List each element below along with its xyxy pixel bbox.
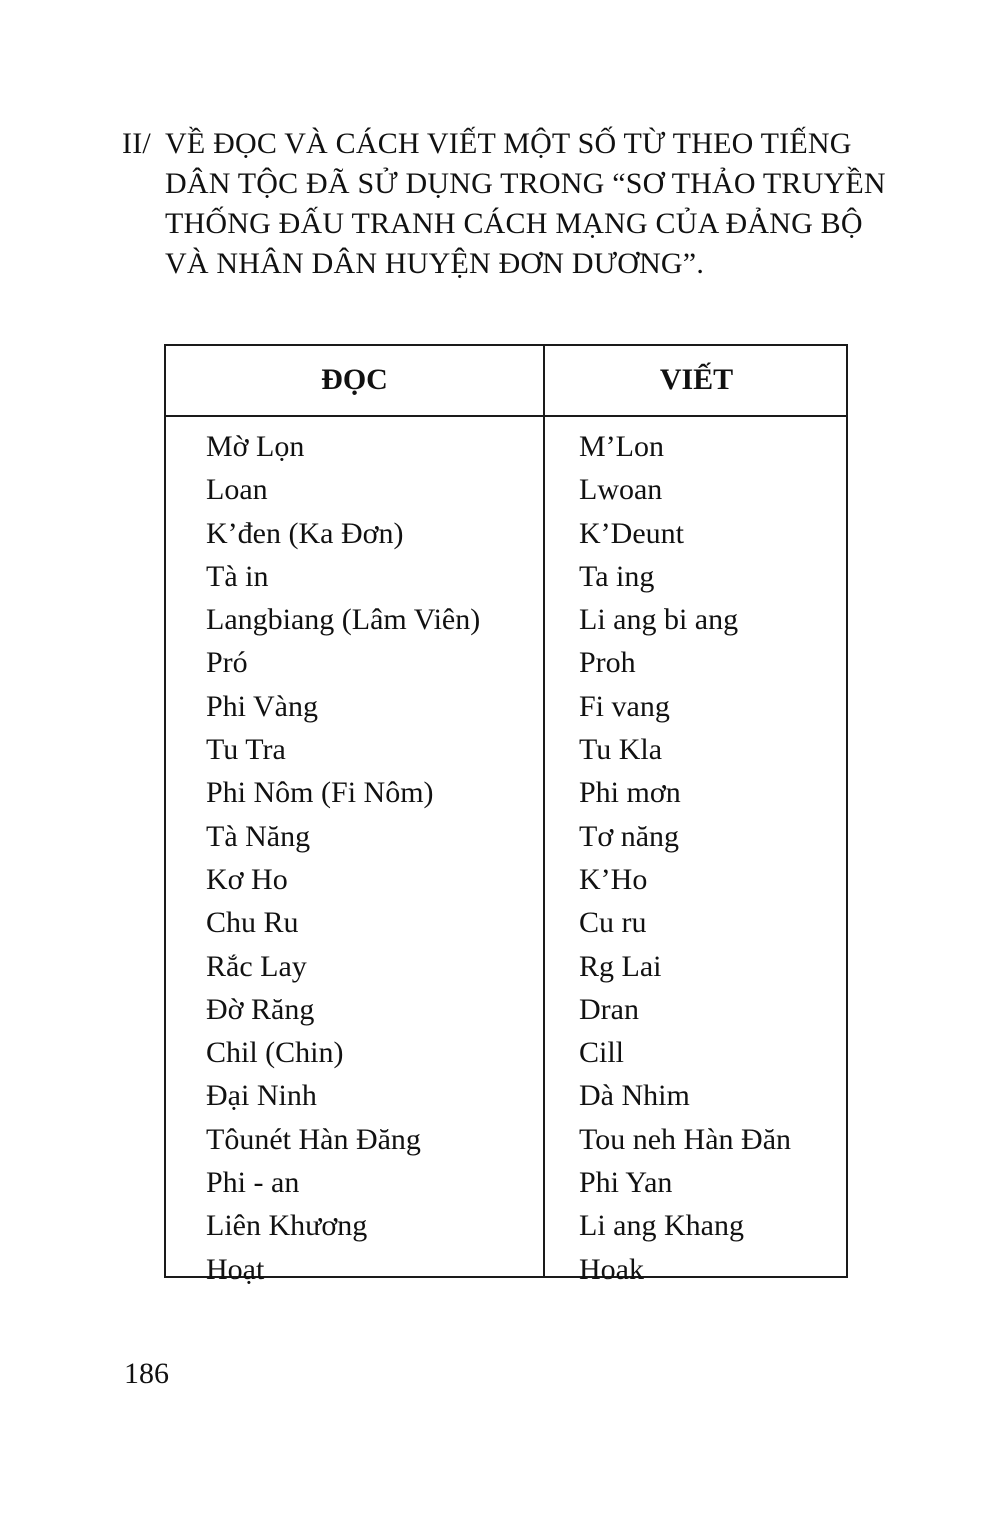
- pronunciation-table: [164, 344, 848, 1286]
- header-divider: [166, 415, 846, 417]
- cell-viet: Dran: [579, 992, 639, 1026]
- cell-doc: Liên Khương: [206, 1209, 368, 1243]
- table-row: [166, 1248, 846, 1291]
- cell-viet: K’Ho: [579, 862, 648, 896]
- cell-viet: Tou neh Hàn Đăn: [579, 1122, 792, 1156]
- table-row: [166, 598, 846, 641]
- table-row: [166, 1031, 846, 1074]
- cell-viet: K’Deunt: [579, 516, 684, 550]
- section-title-line: DÂN TỘC ĐÃ SỬ DỤNG TRONG “SƠ THẢO TRUYỀN: [165, 167, 886, 200]
- table-row: [166, 1118, 846, 1161]
- cell-viet: Cill: [579, 1036, 625, 1070]
- cell-viet: Li ang Khang: [579, 1209, 744, 1243]
- cell-doc: Mờ Lọn: [206, 430, 305, 463]
- cell-doc: Tu Tra: [206, 733, 286, 767]
- cell-doc: Phi - an: [206, 1166, 300, 1200]
- cell-viet: Rg Lai: [579, 949, 662, 983]
- cell-doc: Phi Vàng: [206, 689, 318, 723]
- section-title-line: VÀ NHÂN DÂN HUYỆN ĐƠN DƯƠNG”.: [165, 247, 705, 280]
- table-row: [166, 858, 846, 901]
- cell-viet: Hoak: [579, 1252, 644, 1286]
- section-title-line: VỀ ĐỌC VÀ CÁCH VIẾT MỘT SỐ TỪ THEO TIẾNG: [165, 127, 852, 160]
- table-body: [166, 425, 846, 1291]
- cell-doc: Langbiang (Lâm Viên): [206, 603, 481, 637]
- cell-doc: Rắc Lay: [206, 949, 307, 983]
- table-row: [166, 641, 846, 684]
- cell-doc: Chu Ru: [206, 906, 299, 940]
- section-title-line: THỐNG ĐẤU TRANH CÁCH MẠNG CỦA ĐẢNG BỘ: [165, 207, 863, 240]
- section-number: II/: [122, 127, 151, 160]
- table-row: [166, 468, 846, 511]
- section-title: [165, 124, 922, 284]
- cell-viet: Phi Yan: [579, 1166, 673, 1200]
- cell-doc: Pró: [206, 646, 248, 680]
- cell-viet: Cu ru: [579, 906, 647, 940]
- cell-doc: Tà Năng: [206, 819, 311, 853]
- table-row: [166, 685, 846, 728]
- table-row: [166, 555, 846, 598]
- table-row: [166, 728, 846, 771]
- table-row: [166, 988, 846, 1031]
- cell-doc: Kơ Ho: [206, 862, 288, 896]
- cell-viet: Phi mơn: [579, 776, 681, 810]
- cell-viet: Lwoan: [579, 473, 663, 507]
- table-row: [166, 771, 846, 814]
- cell-viet: Li ang bi ang: [579, 603, 739, 637]
- table-row: [166, 1074, 846, 1117]
- header-doc: ĐỌC: [321, 363, 388, 396]
- page-number: 186: [124, 1357, 169, 1390]
- cell-viet: Tu Kla: [579, 733, 663, 767]
- cell-viet: Dà Nhim: [579, 1079, 690, 1113]
- table-row: [166, 945, 846, 988]
- cell-doc: Phi Nôm (Fi Nôm): [206, 776, 434, 810]
- table-row: [166, 901, 846, 944]
- cell-viet: Ta ing: [579, 559, 655, 593]
- cell-doc: Loan: [206, 473, 268, 507]
- section-heading: [122, 124, 922, 284]
- cell-doc: Đờ Răng: [206, 992, 315, 1026]
- cell-doc: Tôunét Hàn Đăng: [206, 1122, 421, 1156]
- cell-viet: Proh: [579, 646, 636, 680]
- cell-doc: Tà in: [206, 559, 269, 593]
- table-row: [166, 425, 846, 468]
- table-row: [166, 815, 846, 858]
- table-row: [166, 1161, 846, 1204]
- table-row: [166, 512, 846, 555]
- cell-viet: M’Lon: [579, 430, 664, 463]
- cell-viet: Tơ năng: [579, 819, 680, 853]
- header-viet: VIẾT: [659, 363, 734, 396]
- cell-doc: K’đen (Ka Đơn): [206, 516, 404, 550]
- cell-doc: Đại Ninh: [206, 1079, 317, 1113]
- table-row: [166, 1204, 846, 1247]
- cell-doc: Chil (Chin): [206, 1036, 344, 1070]
- cell-doc: Hoạt: [206, 1252, 265, 1286]
- cell-viet: Fi vang: [579, 689, 670, 723]
